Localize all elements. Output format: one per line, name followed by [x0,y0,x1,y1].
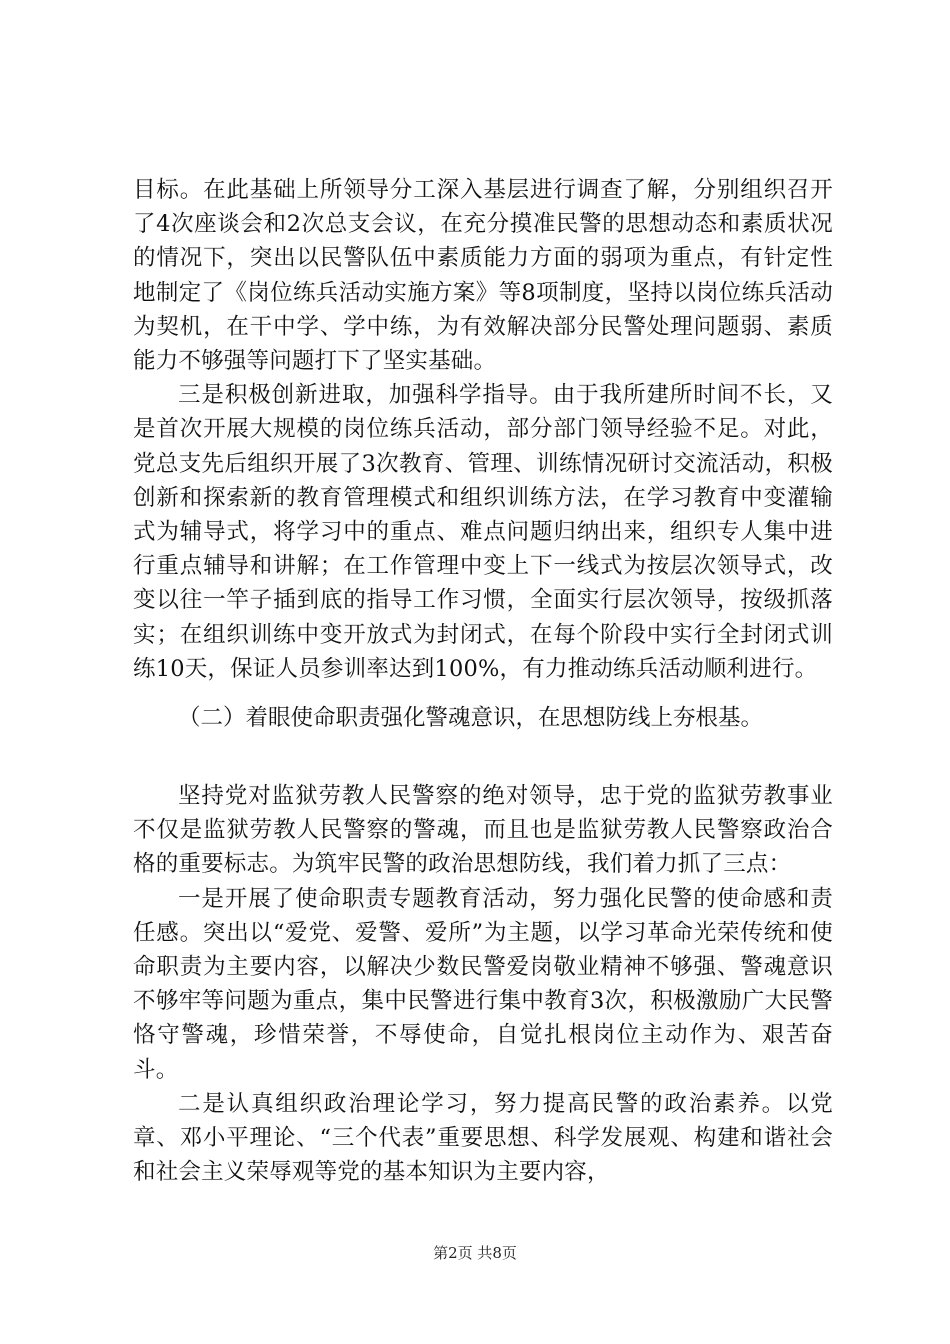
paragraph-point-three: 三是积极创新进取，加强科学指导。由于我所建所时间不长，又是首次开展大规模的岗位练兵活动，部分部门领导经验不足。对此，党总支先后组织开展了3次教育、管理、训练情况研讨交流活动，积极创新和探索新的教育管理模式和组织训练方法，在学习教育中变灌输式为辅导式，将学习中的重点、难点问题归纳出来，组织专人集中进行重点辅导和讲解；在工作管理中变上下一线式为按层次领导式，改变以往一竿子插到底的指导工作习惯，全面实行层次领导，按级抓落实；在组织训练中变开放式为封闭式，在每个阶段中实行全封闭式训练10天，保证人员参训率达到100%，有力推动练兵活动顺利进行。 [133,382,833,682]
paragraph-intro: 坚持党对监狱劳教人民警察的绝对领导，忠于党的监狱劳教事业不仅是监狱劳教人民警察的警魂，而且也是监狱劳教人民警察政治合格的重要标志。为筑牢民警的政治思想防线，我们着力抓了三点： [133,783,833,878]
page-footer: 第2页 共8页 [433,1244,517,1262]
body-text-bottom [133,779,833,1189]
paragraph-continuation: 目标。在此基础上所领导分工深入基层进行调查了解，分别组织召开了4次座谈会和2次总支会议，在充分摸准民警的思想动态和素质状况的情况下，突出以民警队伍中素质能力方面的弱项为重点，有针定性地制定了《岗位练兵活动实施方案》等8项制度，坚持以岗位练兵活动为契机，在干中学、学中练，为有效解决部分民警处理问题弱、素质能力不够强等问题打下了坚实基础。 [133,177,833,375]
section-heading: （二）着眼使命职责强化警魂意识，在思想防线上夯根基。 [178,705,764,731]
paragraph-point-two: 二是认真组织政治理论学习，努力提高民警的政治素养。以党章、邓小平理论、“三个代表”重要思想、科学发展观、构建和谐社会和社会主义荣辱观等党的基本知识为主要内容， [133,1090,833,1186]
body-text-top [133,173,833,686]
paragraph-point-one: 一是开展了使命职责专题教育活动，努力强化民警的使命感和责任感。突出以“爱党、爱警、爱所”为主题，以学习革命光荣传统和使命职责为主要内容，以解决少数民警爱岗敬业精神不够强、警魂意识不够牢等问题为重点，集中民警进行集中教育3次，积极激励广大民警恪守警魂，珍惜荣誉，不辱使命，自觉扎根岗位主动作为、艰苦奋斗。 [133,885,833,1083]
